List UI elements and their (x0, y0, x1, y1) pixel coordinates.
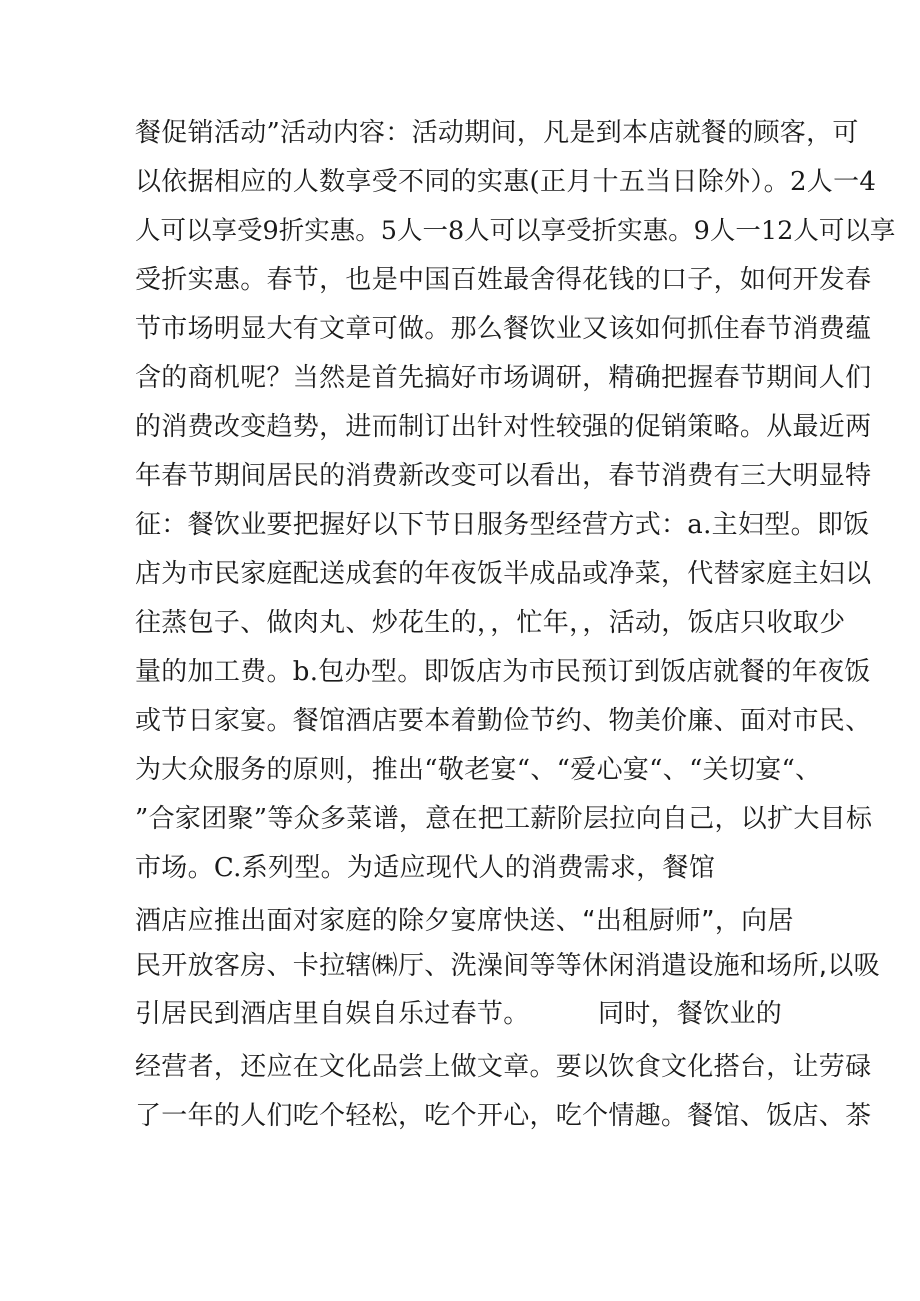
text-line: 为大众服务的原则，推出“敬老宴“、“爱心宴“、“关切宴“、 (135, 755, 822, 785)
text-line: 受折实惠。春节，也是中国百姓最舍得花钱的口子，如何开发春 (135, 265, 872, 295)
text-line: 民开放客房、卡拉辖㈱厅、洗澡间等等休闲消遣设施和场所,以吸 (135, 951, 880, 981)
text-line: 店为市民家庭配送成套的年夜饭半成品或净菜，代替家庭主妇以 (135, 559, 872, 589)
text-line: 量的加工费。b.包办型。即饭店为市民预订到饭店就餐的年夜饭 (135, 657, 871, 687)
text-line: 或节日家宴。餐馆酒店要本着勤俭节约、物美价廉、面对市民、 (135, 706, 872, 736)
text-line: 含的商机呢？当然是首先搞好市场调研，精确把握春节期间人们 (135, 363, 872, 393)
text-line: 的消费改变趋势，进而制订出针对性较强的促销策略。从最近两 (135, 412, 872, 442)
text-line: 同时，餐饮业的 (598, 999, 783, 1029)
text-line: 以依据相应的人数享受不同的实惠(正月十五当日除外）。2人一4 (135, 167, 877, 197)
text-line: 经营者，还应在文化品尝上做文章。要以饮食文化搭台，让劳碌 (135, 1052, 872, 1082)
text-line: ”合家团聚”等众多菜谱，意在把工薪阶层拉向自己，以扩大目标 (135, 804, 873, 834)
text-line: 征：餐饮业要把握好以下节日服务型经营方式：a.主妇型。即饭 (135, 510, 870, 540)
text-line: 酒店应推出面对家庭的除夕宴席快送、“出租厨师”，向居 (135, 906, 794, 936)
text-line: 人可以享受9折实惠。5人一8人可以享受折实惠。9人一12人可以享 (135, 216, 896, 246)
text-line: 引居民到酒店里自娱自乐过春节。 (135, 999, 530, 1029)
text-line: 往蒸包子、做肉丸、炒花生的，，忙年，，活动，饭店只收取少 (135, 608, 846, 638)
text-line: 年春节期间居民的消费新改变可以看出，春节消费有三大明显特 (135, 461, 872, 491)
text-line: 餐促销活动”活动内容：活动期间，凡是到本店就餐的顾客，可 (135, 118, 859, 148)
text-line: 了一年的人们吃个轻松，吃个开心，吃个情趣。餐馆、饭店、茶 (135, 1101, 872, 1131)
text-line: 节市场明显大有文章可做。那么餐饮业又该如何抓住春节消费蕴 (135, 314, 872, 344)
text-line: 市场。C.系列型。为适应现代人的消费需求，餐馆 (135, 853, 716, 883)
